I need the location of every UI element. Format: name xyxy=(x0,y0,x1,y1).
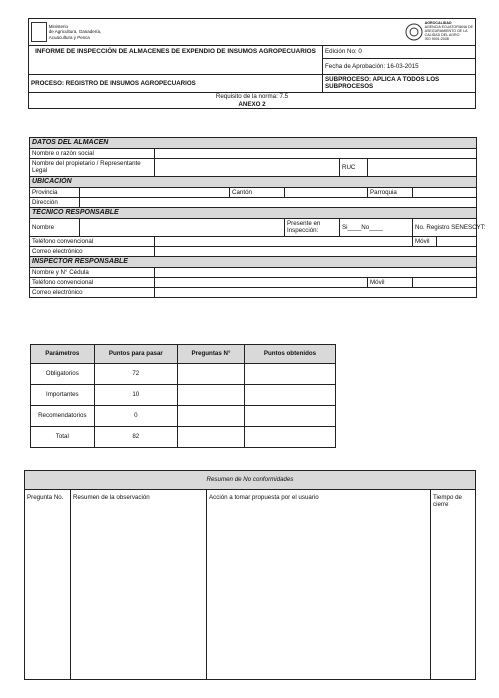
summary-header: Resumen de la observación xyxy=(73,494,150,501)
param-obtained-field[interactable] xyxy=(244,427,335,448)
address-field[interactable] xyxy=(80,198,477,208)
report-title: INFORME DE INSPECCIÓN DE ALMACENES DE EXPENDIO DE INSUMOS AGROPECUARIOS xyxy=(29,46,323,75)
param-header: Puntos para pasar xyxy=(94,345,177,364)
parish-field[interactable] xyxy=(413,188,477,198)
agency-line: CALIDAD DEL AGRO xyxy=(424,32,460,37)
ministry-line: Ministerio xyxy=(48,24,68,30)
business-name-label: Nombre o razón social xyxy=(30,149,155,159)
param-points: 0 xyxy=(94,406,177,427)
closing-time-column[interactable] xyxy=(431,490,476,680)
nonconformity-summary xyxy=(24,470,475,680)
edition-label: Edición No: 0 xyxy=(323,46,476,59)
summary-title: Resumen de No conformidades xyxy=(25,471,476,490)
iso-label: ISO 9001:2008 xyxy=(424,36,449,41)
section-technician: TÉCNICO RESPONSABLE xyxy=(30,208,477,219)
param-header: Parámetros xyxy=(31,345,95,364)
table-row xyxy=(31,385,336,406)
present-yes-no-field[interactable]: Si____No____ xyxy=(340,219,413,237)
technician-phone-field[interactable] xyxy=(155,237,413,247)
annex-label: ANEXO 2 xyxy=(238,100,266,108)
param-questions-field[interactable] xyxy=(178,406,245,427)
document-header xyxy=(28,18,475,109)
ministry-line: de Agricultura, Ganadería, xyxy=(48,29,102,35)
technician-name-field[interactable] xyxy=(80,219,285,237)
param-points: 82 xyxy=(94,427,177,448)
param-header: Puntos obtenidos xyxy=(244,345,335,364)
technician-phone-label: Teléfono convencional xyxy=(30,237,155,247)
param-obtained-field[interactable] xyxy=(244,406,335,427)
param-label: Recomendatorios xyxy=(31,406,95,427)
parameters-table xyxy=(30,344,336,448)
agrocalidad-logo-icon xyxy=(405,23,423,41)
table-row xyxy=(31,427,336,448)
param-label: Obligatorios xyxy=(31,364,95,385)
inspector-mobile-label: Móvil xyxy=(368,278,413,288)
process-label: PROCESO: REGISTRO DE INSUMOS AGROPECUARIOS xyxy=(29,75,323,93)
question-column[interactable] xyxy=(25,490,71,680)
agency-line: ASEGURAMIENTO DE LA xyxy=(424,29,468,34)
summary-header: Tiempo de cierre xyxy=(433,494,463,509)
inspector-email-label: Correo electrónico xyxy=(30,288,155,298)
requirement-cell xyxy=(29,93,476,109)
requirement-label: Requisito de la norma: 7.5 xyxy=(215,93,289,101)
store-data-form xyxy=(29,137,486,298)
ministry-logo-cell xyxy=(29,19,323,46)
inspector-name-field[interactable] xyxy=(155,268,477,278)
param-points: 72 xyxy=(94,364,177,385)
param-label: Total xyxy=(31,427,95,448)
technician-mobile-field[interactable] xyxy=(437,237,477,247)
subprocess-label: SUBPROCESO: APLICA A TODOS LOS SUBPROCESOS xyxy=(323,75,476,93)
ruc-label: RUC xyxy=(340,159,368,177)
senescyt-registry-label: No. Registro SENESCYT: xyxy=(413,219,477,237)
present-label: Presente en Inspección: xyxy=(285,219,340,237)
param-header: Preguntas N° xyxy=(178,345,245,364)
inspector-phone-field[interactable] xyxy=(155,278,368,288)
section-inspector: INSPECTOR RESPONSABLE xyxy=(30,257,477,268)
summary-header: Acción a tomar propuesta por el usuario xyxy=(209,494,319,501)
observation-column[interactable] xyxy=(71,490,207,680)
param-questions-field[interactable] xyxy=(178,364,245,385)
param-obtained-field[interactable] xyxy=(244,364,335,385)
action-column[interactable] xyxy=(207,490,431,680)
business-name-field[interactable] xyxy=(155,149,477,159)
canton-field[interactable] xyxy=(285,188,368,198)
owner-name-label: Nombre del propietario / Representante Legal xyxy=(30,159,155,177)
owner-name-field[interactable] xyxy=(155,159,340,177)
section-location: UBICACIÓN xyxy=(30,177,477,188)
technician-email-field[interactable] xyxy=(155,247,477,257)
inspector-email-field[interactable] xyxy=(155,288,477,298)
agency-logo-cell xyxy=(323,19,476,46)
table-row xyxy=(31,406,336,427)
agency-line: AGENCIA ECUATORIANA DE xyxy=(424,25,473,30)
technician-email-label: Correo electrónico xyxy=(30,247,155,257)
parish-label: Parroquia xyxy=(368,188,413,198)
ministry-emblem-icon xyxy=(31,22,47,42)
inspector-phone-label: Teléfono convencional xyxy=(30,278,155,288)
ruc-field[interactable] xyxy=(368,159,477,177)
inspector-mobile-field[interactable] xyxy=(413,278,477,288)
param-points: 10 xyxy=(94,385,177,406)
approval-date: Fecha de Aprobación: 16-03-2015 xyxy=(323,59,476,75)
inspector-name-label: Nombre y N° Cédula xyxy=(30,268,155,278)
agency-line: AGROCALIDAD xyxy=(424,21,452,26)
technician-name-label: Nombre xyxy=(30,219,80,237)
param-questions-field[interactable] xyxy=(178,385,245,406)
canton-label: Cantón xyxy=(230,188,285,198)
table-row xyxy=(31,364,336,385)
section-store-data: DATOS DEL ALMACEN xyxy=(30,138,477,149)
param-label: Importantes xyxy=(31,385,95,406)
ministry-line: Acuacultura y Pesca xyxy=(48,34,90,40)
address-label: Dirección xyxy=(30,198,80,208)
technician-mobile-label: Móvil xyxy=(413,237,437,247)
param-obtained-field[interactable] xyxy=(244,385,335,406)
province-label: Provincia xyxy=(30,188,80,198)
province-field[interactable] xyxy=(80,188,230,198)
summary-header: Pregunta No. xyxy=(27,494,64,501)
param-questions-field[interactable] xyxy=(178,427,245,448)
